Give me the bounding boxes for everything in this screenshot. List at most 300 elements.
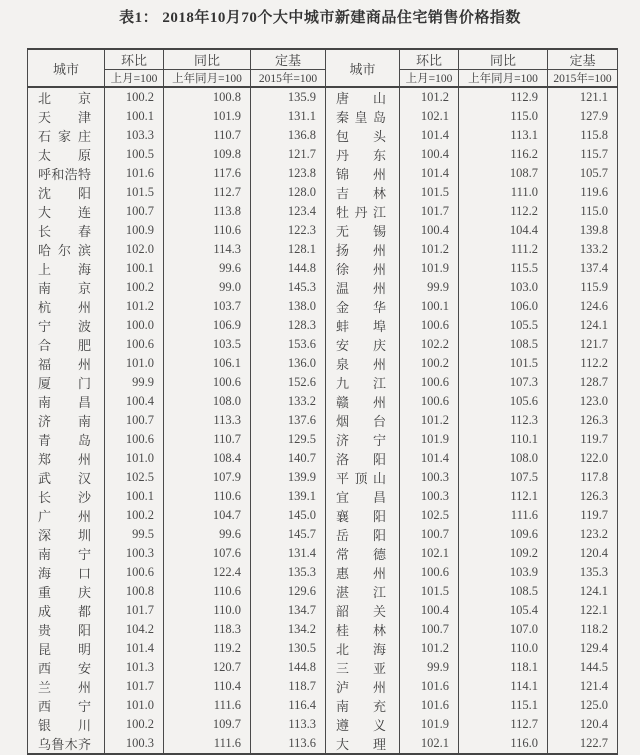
city-name: 厦 门 xyxy=(28,373,105,392)
city-name: 上 海 xyxy=(28,259,105,278)
mom-value: 99.5 xyxy=(105,525,164,544)
fixed-base-value: 127.9 xyxy=(548,107,618,126)
table-row xyxy=(28,183,618,202)
fixed-base-value: 122.0 xyxy=(548,449,618,468)
city-name: 太 原 xyxy=(28,145,105,164)
city-name: 西 宁 xyxy=(28,696,105,715)
mom-value: 101.2 xyxy=(105,297,164,316)
city-name: 北 京 xyxy=(28,87,105,107)
yoy-value: 104.4 xyxy=(459,221,548,240)
city-name: 大 理 xyxy=(326,734,400,754)
table-row xyxy=(28,563,618,582)
mom-value: 104.2 xyxy=(105,620,164,639)
fixed-base-value: 145.3 xyxy=(251,278,326,297)
mom-value: 100.4 xyxy=(400,601,459,620)
mom-value: 100.9 xyxy=(105,221,164,240)
fixed-base-value: 139.9 xyxy=(251,468,326,487)
yoy-value: 108.0 xyxy=(459,449,548,468)
yoy-value: 113.3 xyxy=(164,411,251,430)
yoy-value: 106.0 xyxy=(459,297,548,316)
fixed-base-value: 112.2 xyxy=(548,354,618,373)
yoy-value: 107.0 xyxy=(459,620,548,639)
yoy-value: 105.6 xyxy=(459,392,548,411)
yoy-value: 117.6 xyxy=(164,164,251,183)
mom-value: 100.3 xyxy=(400,468,459,487)
yoy-value: 110.4 xyxy=(164,677,251,696)
fixed-base-value: 135.3 xyxy=(251,563,326,582)
table-row xyxy=(28,582,618,601)
subheader-mom-base-right: 上月=100 xyxy=(400,70,459,88)
fixed-base-value: 139.8 xyxy=(548,221,618,240)
yoy-value: 110.6 xyxy=(164,221,251,240)
city-name: 岳 阳 xyxy=(326,525,400,544)
fixed-base-value: 115.9 xyxy=(548,278,618,297)
header-city-left: 城市 xyxy=(28,49,105,87)
city-name: 深 圳 xyxy=(28,525,105,544)
yoy-value: 109.7 xyxy=(164,715,251,734)
city-name: 湛 江 xyxy=(326,582,400,601)
city-name: 温 州 xyxy=(326,278,400,297)
mom-value: 100.6 xyxy=(400,316,459,335)
mom-value: 100.1 xyxy=(105,107,164,126)
city-name: 贵 阳 xyxy=(28,620,105,639)
mom-value: 101.5 xyxy=(400,183,459,202)
city-name: 银 川 xyxy=(28,715,105,734)
city-name: 锦 州 xyxy=(326,164,400,183)
fixed-base-value: 134.7 xyxy=(251,601,326,620)
mom-value: 101.9 xyxy=(400,259,459,278)
table-row xyxy=(28,658,618,677)
city-name: 济 南 xyxy=(28,411,105,430)
fixed-base-value: 117.8 xyxy=(548,468,618,487)
city-name: 合 肥 xyxy=(28,335,105,354)
table-row xyxy=(28,278,618,297)
mom-value: 102.5 xyxy=(105,468,164,487)
yoy-value: 99.6 xyxy=(164,259,251,278)
fixed-base-value: 128.7 xyxy=(548,373,618,392)
city-name: 南 宁 xyxy=(28,544,105,563)
fixed-base-value: 144.8 xyxy=(251,658,326,677)
yoy-value: 110.6 xyxy=(164,582,251,601)
city-name: 唐 山 xyxy=(326,87,400,107)
yoy-value: 122.4 xyxy=(164,563,251,582)
table-row xyxy=(28,411,618,430)
table-row xyxy=(28,506,618,525)
yoy-value: 116.2 xyxy=(459,145,548,164)
city-name: 宁 波 xyxy=(28,316,105,335)
fixed-base-value: 124.1 xyxy=(548,582,618,601)
yoy-value: 110.7 xyxy=(164,430,251,449)
table-row xyxy=(28,677,618,696)
mom-value: 100.6 xyxy=(105,430,164,449)
mom-value: 100.6 xyxy=(400,373,459,392)
city-name: 桂 林 xyxy=(326,620,400,639)
fixed-base-value: 145.7 xyxy=(251,525,326,544)
table-row xyxy=(28,639,618,658)
yoy-value: 109.8 xyxy=(164,145,251,164)
mom-value: 103.3 xyxy=(105,126,164,145)
fixed-base-value: 120.4 xyxy=(548,544,618,563)
fixed-base-value: 129.6 xyxy=(251,582,326,601)
city-name: 南 京 xyxy=(28,278,105,297)
mom-value: 100.6 xyxy=(105,563,164,582)
yoy-value: 105.4 xyxy=(459,601,548,620)
yoy-value: 111.2 xyxy=(459,240,548,259)
city-name: 长 春 xyxy=(28,221,105,240)
mom-value: 101.2 xyxy=(400,240,459,259)
fixed-base-value: 124.1 xyxy=(548,316,618,335)
mom-value: 100.7 xyxy=(400,525,459,544)
city-name: 沈 阳 xyxy=(28,183,105,202)
mom-value: 101.0 xyxy=(105,354,164,373)
mom-value: 101.9 xyxy=(400,715,459,734)
table-row xyxy=(28,601,618,620)
table-body xyxy=(28,87,618,754)
fixed-base-value: 118.2 xyxy=(548,620,618,639)
mom-value: 102.1 xyxy=(400,734,459,754)
yoy-value: 113.1 xyxy=(459,126,548,145)
yoy-value: 112.2 xyxy=(459,202,548,221)
table-row xyxy=(28,297,618,316)
yoy-value: 105.5 xyxy=(459,316,548,335)
yoy-value: 108.0 xyxy=(164,392,251,411)
fixed-base-value: 140.7 xyxy=(251,449,326,468)
mom-value: 100.5 xyxy=(105,145,164,164)
fixed-base-value: 145.0 xyxy=(251,506,326,525)
fixed-base-value: 133.2 xyxy=(251,392,326,411)
yoy-value: 103.5 xyxy=(164,335,251,354)
yoy-value: 116.0 xyxy=(459,734,548,754)
city-name: 徐 州 xyxy=(326,259,400,278)
subheader-yoy-base-left: 上年同月=100 xyxy=(164,70,251,88)
table-row xyxy=(28,145,618,164)
mom-value: 101.7 xyxy=(400,202,459,221)
fixed-base-value: 130.5 xyxy=(251,639,326,658)
city-name: 泸 州 xyxy=(326,677,400,696)
fixed-base-value: 123.0 xyxy=(548,392,618,411)
mom-value: 100.6 xyxy=(400,563,459,582)
fixed-base-value: 119.7 xyxy=(548,430,618,449)
mom-value: 101.2 xyxy=(400,411,459,430)
table-row xyxy=(28,620,618,639)
table-row xyxy=(28,544,618,563)
yoy-value: 110.0 xyxy=(164,601,251,620)
mom-value: 101.4 xyxy=(400,126,459,145)
fixed-base-value: 126.3 xyxy=(548,487,618,506)
fixed-base-value: 122.3 xyxy=(251,221,326,240)
city-name: 广 州 xyxy=(28,506,105,525)
mom-value: 101.4 xyxy=(400,449,459,468)
table-header xyxy=(28,49,618,87)
fixed-base-value: 133.2 xyxy=(548,240,618,259)
fixed-base-value: 136.0 xyxy=(251,354,326,373)
fixed-base-value: 115.8 xyxy=(548,126,618,145)
subheader-fixed-base-right: 2015年=100 xyxy=(548,70,618,88)
fixed-base-value: 113.3 xyxy=(251,715,326,734)
mom-value: 101.2 xyxy=(400,639,459,658)
yoy-value: 118.3 xyxy=(164,620,251,639)
fixed-base-value: 136.8 xyxy=(251,126,326,145)
price-index-table xyxy=(27,48,618,755)
header-city-right: 城市 xyxy=(326,49,400,87)
mom-value: 99.9 xyxy=(400,658,459,677)
yoy-value: 114.1 xyxy=(459,677,548,696)
mom-value: 101.6 xyxy=(400,696,459,715)
table-row xyxy=(28,430,618,449)
table-row xyxy=(28,87,618,107)
fixed-base-value: 116.4 xyxy=(251,696,326,715)
mom-value: 100.6 xyxy=(400,392,459,411)
yoy-value: 110.7 xyxy=(164,126,251,145)
yoy-value: 110.0 xyxy=(459,639,548,658)
city-name: 成 都 xyxy=(28,601,105,620)
yoy-value: 112.7 xyxy=(459,715,548,734)
table-row xyxy=(28,449,618,468)
mom-value: 100.1 xyxy=(105,487,164,506)
fixed-base-value: 119.7 xyxy=(548,506,618,525)
fixed-base-value: 134.2 xyxy=(251,620,326,639)
mom-value: 101.0 xyxy=(105,449,164,468)
city-name: 郑 州 xyxy=(28,449,105,468)
table-row xyxy=(28,107,618,126)
yoy-value: 99.6 xyxy=(164,525,251,544)
yoy-value: 113.8 xyxy=(164,202,251,221)
city-name: 南 充 xyxy=(326,696,400,715)
yoy-value: 101.9 xyxy=(164,107,251,126)
city-name: 宜 昌 xyxy=(326,487,400,506)
city-name: 安 庆 xyxy=(326,335,400,354)
city-name: 青 岛 xyxy=(28,430,105,449)
mom-value: 100.7 xyxy=(400,620,459,639)
yoy-value: 112.9 xyxy=(459,87,548,107)
city-name: 哈 尔 滨 xyxy=(28,240,105,259)
fixed-base-value: 119.6 xyxy=(548,183,618,202)
mom-value: 100.1 xyxy=(105,259,164,278)
mom-value: 101.3 xyxy=(105,658,164,677)
fixed-base-value: 115.7 xyxy=(548,145,618,164)
fixed-base-value: 139.1 xyxy=(251,487,326,506)
city-name: 惠 州 xyxy=(326,563,400,582)
fixed-base-value: 123.4 xyxy=(251,202,326,221)
city-name: 呼 和 浩 特 xyxy=(28,164,105,183)
mom-value: 100.2 xyxy=(400,354,459,373)
table-row xyxy=(28,696,618,715)
header-mom-right: 环比 xyxy=(400,49,459,70)
city-name: 韶 关 xyxy=(326,601,400,620)
city-name: 遵 义 xyxy=(326,715,400,734)
city-name: 北 海 xyxy=(326,639,400,658)
table-row xyxy=(28,221,618,240)
mom-value: 100.0 xyxy=(105,316,164,335)
yoy-value: 110.1 xyxy=(459,430,548,449)
mom-value: 101.9 xyxy=(400,430,459,449)
fixed-base-value: 152.6 xyxy=(251,373,326,392)
fixed-base-value: 123.8 xyxy=(251,164,326,183)
yoy-value: 115.0 xyxy=(459,107,548,126)
fixed-base-value: 115.0 xyxy=(548,202,618,221)
yoy-value: 107.5 xyxy=(459,468,548,487)
mom-value: 100.4 xyxy=(105,392,164,411)
mom-value: 102.5 xyxy=(400,506,459,525)
yoy-value: 106.9 xyxy=(164,316,251,335)
city-name: 昆 明 xyxy=(28,639,105,658)
fixed-base-value: 113.6 xyxy=(251,734,326,754)
mom-value: 101.7 xyxy=(105,601,164,620)
fixed-base-value: 121.7 xyxy=(548,335,618,354)
city-name: 扬 州 xyxy=(326,240,400,259)
mom-value: 101.2 xyxy=(400,87,459,107)
mom-value: 100.1 xyxy=(400,297,459,316)
mom-value: 100.3 xyxy=(105,734,164,754)
city-name: 西 安 xyxy=(28,658,105,677)
city-name: 三 亚 xyxy=(326,658,400,677)
yoy-value: 103.9 xyxy=(459,563,548,582)
city-name: 襄 阳 xyxy=(326,506,400,525)
yoy-value: 101.5 xyxy=(459,354,548,373)
fixed-base-value: 144.8 xyxy=(251,259,326,278)
header-mom-left: 环比 xyxy=(105,49,164,70)
mom-value: 99.9 xyxy=(105,373,164,392)
city-name: 武 汉 xyxy=(28,468,105,487)
table-row xyxy=(28,525,618,544)
city-name: 天 津 xyxy=(28,107,105,126)
mom-value: 102.0 xyxy=(105,240,164,259)
yoy-value: 108.5 xyxy=(459,335,548,354)
header-fixedbase-left: 定基 xyxy=(251,49,326,70)
mom-value: 100.2 xyxy=(105,87,164,107)
yoy-value: 111.6 xyxy=(164,696,251,715)
city-name: 兰 州 xyxy=(28,677,105,696)
yoy-value: 111.0 xyxy=(459,183,548,202)
mom-value: 102.1 xyxy=(400,107,459,126)
yoy-value: 103.0 xyxy=(459,278,548,297)
mom-value: 100.7 xyxy=(105,411,164,430)
mom-value: 101.7 xyxy=(105,677,164,696)
yoy-value: 114.3 xyxy=(164,240,251,259)
yoy-value: 109.6 xyxy=(459,525,548,544)
city-name: 南 昌 xyxy=(28,392,105,411)
yoy-value: 110.6 xyxy=(164,487,251,506)
yoy-value: 118.1 xyxy=(459,658,548,677)
city-name: 烟 台 xyxy=(326,411,400,430)
fixed-base-value: 121.7 xyxy=(251,145,326,164)
yoy-value: 112.7 xyxy=(164,183,251,202)
yoy-value: 99.0 xyxy=(164,278,251,297)
table-row xyxy=(28,468,618,487)
fixed-base-value: 131.4 xyxy=(251,544,326,563)
header-yoy-left: 同比 xyxy=(164,49,251,70)
fixed-base-value: 135.9 xyxy=(251,87,326,107)
table-row xyxy=(28,715,618,734)
mom-value: 101.6 xyxy=(400,677,459,696)
city-name: 重 庆 xyxy=(28,582,105,601)
city-name: 赣 州 xyxy=(326,392,400,411)
yoy-value: 112.3 xyxy=(459,411,548,430)
mom-value: 102.1 xyxy=(400,544,459,563)
city-name: 蚌 埠 xyxy=(326,316,400,335)
city-name: 乌 鲁 木 齐 xyxy=(28,734,105,754)
mom-value: 100.4 xyxy=(400,145,459,164)
fixed-base-value: 137.6 xyxy=(251,411,326,430)
table-row xyxy=(28,126,618,145)
city-name: 平 顶 山 xyxy=(326,468,400,487)
city-name: 石 家 庄 xyxy=(28,126,105,145)
mom-value: 100.7 xyxy=(105,202,164,221)
yoy-value: 107.3 xyxy=(459,373,548,392)
table-row xyxy=(28,259,618,278)
yoy-value: 111.6 xyxy=(459,506,548,525)
subheader-mom-base-left: 上月=100 xyxy=(105,70,164,88)
yoy-value: 107.9 xyxy=(164,468,251,487)
city-name: 洛 阳 xyxy=(326,449,400,468)
table-row xyxy=(28,335,618,354)
fixed-base-value: 122.1 xyxy=(548,601,618,620)
city-name: 大 连 xyxy=(28,202,105,221)
fixed-base-value: 121.4 xyxy=(548,677,618,696)
fixed-base-value: 128.1 xyxy=(251,240,326,259)
fixed-base-value: 121.1 xyxy=(548,87,618,107)
table-row xyxy=(28,487,618,506)
mom-value: 101.0 xyxy=(105,696,164,715)
mom-value: 100.2 xyxy=(105,278,164,297)
yoy-value: 109.2 xyxy=(459,544,548,563)
mom-value: 99.9 xyxy=(400,278,459,297)
city-name: 九 江 xyxy=(326,373,400,392)
yoy-value: 115.5 xyxy=(459,259,548,278)
table-row xyxy=(28,316,618,335)
table-title: 表1： 2018年10月70个大中城市新建商品住宅销售价格指数 xyxy=(119,10,521,26)
city-name: 济 宁 xyxy=(326,430,400,449)
city-name: 常 德 xyxy=(326,544,400,563)
yoy-value: 111.6 xyxy=(164,734,251,754)
yoy-value: 106.1 xyxy=(164,354,251,373)
fixed-base-value: 126.3 xyxy=(548,411,618,430)
fixed-base-value: 123.2 xyxy=(548,525,618,544)
mom-value: 100.3 xyxy=(400,487,459,506)
table-row xyxy=(28,164,618,183)
mom-value: 100.4 xyxy=(400,221,459,240)
mom-value: 101.5 xyxy=(105,183,164,202)
table-row xyxy=(28,392,618,411)
table-row xyxy=(28,202,618,221)
yoy-value: 104.7 xyxy=(164,506,251,525)
city-name: 杭 州 xyxy=(28,297,105,316)
table-row xyxy=(28,373,618,392)
fixed-base-value: 137.4 xyxy=(548,259,618,278)
fixed-base-value: 118.7 xyxy=(251,677,326,696)
mom-value: 100.2 xyxy=(105,715,164,734)
yoy-value: 107.6 xyxy=(164,544,251,563)
header-fixedbase-right: 定基 xyxy=(548,49,618,70)
header-yoy-right: 同比 xyxy=(459,49,548,70)
yoy-value: 100.6 xyxy=(164,373,251,392)
mom-value: 100.6 xyxy=(105,335,164,354)
fixed-base-value: 120.4 xyxy=(548,715,618,734)
fixed-base-value: 128.0 xyxy=(251,183,326,202)
fixed-base-value: 135.3 xyxy=(548,563,618,582)
city-name: 包 头 xyxy=(326,126,400,145)
fixed-base-value: 129.4 xyxy=(548,639,618,658)
fixed-base-value: 125.0 xyxy=(548,696,618,715)
mom-value: 100.8 xyxy=(105,582,164,601)
yoy-value: 112.1 xyxy=(459,487,548,506)
city-name: 海 口 xyxy=(28,563,105,582)
city-name: 泉 州 xyxy=(326,354,400,373)
fixed-base-value: 122.7 xyxy=(548,734,618,754)
yoy-value: 103.7 xyxy=(164,297,251,316)
mom-value: 102.2 xyxy=(400,335,459,354)
yoy-value: 108.7 xyxy=(459,164,548,183)
